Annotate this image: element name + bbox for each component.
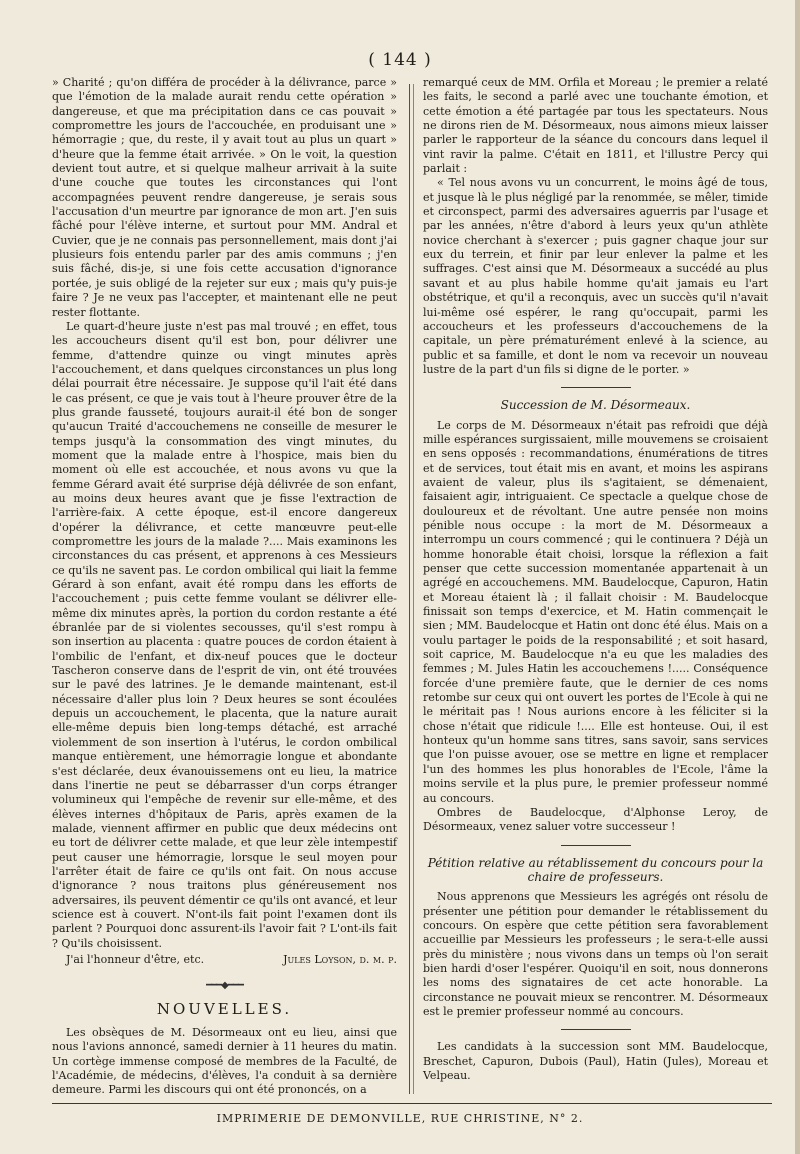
nouvelles-paragraph-1: Les obsèques de M. Désormeaux ont eu lieu, ainsi que nous l'avions annoncé, samedi dernier à 11 heures du matin. Un cortège immense composé de membres de la Faculté, de l'Académie, de médecins, d'élèves, l'a conduit à sa dernière demeure. Parmi les discours qui ont été prononcés, on a: [52, 1026, 397, 1097]
letter-author: Jules Loyson, d. m. p.: [283, 952, 397, 966]
separator-rule-3: [561, 1029, 631, 1030]
candidates-paragraph: Les candidats à la succession sont MM. Baudelocque, Breschet, Capuron, Dubois (Paul), Hatin (Jules), Moreau et Velpeau.: [423, 1040, 768, 1082]
letter-paragraph-2: Le quart-d'heure juste n'est pas mal trouvé ; en effet, tous les accoucheurs disent qu'il est bon, pour délivrer une femme, d'attendre quinze ou vingt minutes après l'accouchement, et dans quelques circonstances un plus long délai pourrait être nécessaire. Je suppose qu'il l'ait été dans le cas présent, ce que je vais tout à l'heure prouver être de la plus grande fausseté, toujours aurait-il été bon de songer qu'aucun Traité d'accouchemens ne conseille de mesurer le temps jusqu'à la consommation des vingt minutes, du moment que la malade entre à l'hospice, mais bien du moment où elle est accouchée, et nous avons vu que la femme Gérard avait été surprise déjà délivrée de son enfant, au moins deux heures avant que je fisse l'extraction de l'arrière-faix. A cette époque, est-il encore dangereux d'opérer la délivrance, et cette manœuvre peut-elle compromettre les jours de la malade ?.... Mais examinons les circonstances du cas présent, et apprenons à ces Messieurs ce qu'ils ne savent pas. Le cordon ombilical qui liait la femme Gérard à son enfant, avait été rompu dans les efforts de l'accouchement ; puis cette femme voulant se délivrer elle-même dix minutes après, la portion du cordon restante a été ébranlée par de si violentes secousses, qu'il s'est rompu à son insertion au placenta : quatre pouces de cordon étaient à l'ombilic de l'enfant, et dix-neuf pouces que le docteur Tascheron conserve dans de l'esprit de vin, ont été trouvées sur le pavé des latrines. Je le demande maintenant, est-il nécessaire d'aller plus loin ? Deux heures se sont écoulées depuis un accouchement, le placenta, que la nature aurait elle-même depuis bien long-temps détaché, est arraché violemment de son insertion à l'utérus, le cordon ombilical manque entièrement, une hémorragie longue et abondante s'est déclarée, deux évanouissemens ont eu lieu, la matrice dans l'inertie ne peut se débarrasser d'un corps étranger volumineux qui l'empêche de revenir sur elle-même, et des élèves internes d'hôpitaux de Paris, après examen de la malade, viennent affirmer en public que deux médecins ont eu tort de délivrer cette malade, et que leur zèle intempestif peut causer une hémorragie, lorsque le seul moyen pour l'arrêter était de faire ce qu'ils ont fait. On nous accuse d'ignorance ? nous traitons plus généreusement nos adversaires, ils peuvent démentir ce qu'ils ont avancé, et leur science est à couvert. N'ont-ils fait point l'examen dont ils parlent ? Pourquoi donc assurent-ils l'avoir fait ? L'ont-ils fait ? Qu'ils choisissent.: [52, 319, 397, 950]
succession-paragraph: Le corps de M. Désormeaux n'était pas refroidi que déjà mille espérances surgissaient, mille mouvemens se croisaient en sens opposés : recommandations, énumérations de titres et de services, tout était mis en avant, et moins les aspirans avaient de valeur, plus ils s'agitaient, se démenaient, faisaient agir, intriguaient. Ce spectacle a quelque chose de douloureux et de révoltant. Une autre pensée non moins pénible nous occupe : la mort de M. Désormeaux a interrompu un cours commencé ; qui le continuera ? Déjà un homme honorable était choisi, lorsque la réflexion a fait penser que cette succession momentanée appartenait à un agrégé en accouchemens. MM. Baudelocque, Capuron, Hatin et Moreau étaient là ; il fallait choisir : M. Baudelocque finissait son temps d'exercice, et M. Hatin commençait le sien ; MM. Baudelocque et Hatin ont donc été élus. Mais on a voulu partager le poids de la responsabilité ; et soit hasard, soit caprice, M. Baudelocque n'a eu que les maladies des femmes ; M. Jules Hatin les accouchemens !..... Conséquence forcée d'une première faute, que le dernier de ces noms retombe sur ceux qui ont ouvert les portes de l'Ecole à qui ne le méritait pas ! Nous aurions encore à les féliciter si la chose n'était que ridicule !.... Elle est honteuse. Oui, il est honteux qu'un homme sans titres, sans savoir, sans services que l'on puisse avouer, ose se mettre en ligne et remplacer l'un des hommes les plus honorables de l'Ecole, l'âme la moins servile et la plus pure, le premier professeur nommé au concours.: [423, 418, 768, 805]
letter-closing: J'ai l'honneur d'être, etc.: [66, 952, 205, 966]
column-divider-secondary: [413, 84, 414, 1094]
bottom-rule: [52, 1103, 772, 1104]
separator-rule-2: [561, 845, 631, 846]
letter-paragraph-1: » Charité ; qu'on différa de procéder à la délivrance, parce » que l'émotion de la malade aurait rendu cette opération » dangereuse, et que ma précipitation dans ce cas pouvait » compromettre les jours de l'accouchée, en produisant une » hémorragie ; que, du reste, il y avait tout au plus un quart » d'heure que la femme était arrivée. » On le voit, la question devient tout autre, et si quelque malheur arrivait à la suite d'une couche que toutes les circonstances qui l'ont accompagnées peuvent rendre dangereuse, je serais sous l'accusation d'un meurtre par ignorance de mon art. J'en suis fâché pour l'élève interne, et surtout pour MM. Andral et Cuvier, que je ne connais pas personnellement, mais dont j'ai plusieurs fois entendu parler par des amis communs ; j'en suis fâché, dis-je, si une fois cette accusation d'ignorance portée, je suis obligé de la rejeter sur eux ; mais qu'y puis-je faire ? Je ne veux pas l'accepter, et maintenant elle ne peut rester flottante.: [52, 76, 397, 319]
petition-heading: Pétition relative au rétablissement du concours pour la chaire de professeurs.: [427, 855, 764, 884]
section-ornament: ━━━◆━━━: [206, 980, 243, 992]
column-divider: [409, 84, 410, 1094]
nouvelles-paragraph-2: remarqué ceux de MM. Orfila et Moreau ; le premier a relaté les faits, le second a parlé avec une touchante émotion, et cette émotion a été partagée par tous les spectateurs. Nous ne dirons rien de M. Désormeaux, nous aimons mieux laisser parler le rapporteur de la séance du concours dans lequel il vint ravir la palme. C'était en 1811, et l'illustre Percy qui parlait :: [423, 76, 768, 176]
right-column: [423, 76, 768, 1083]
separator-rule: [561, 387, 631, 388]
left-column: [52, 76, 397, 1098]
succession-heading: Succession de M. Désormeaux.: [500, 398, 691, 413]
nouvelles-heading: NOUVELLES.: [156, 999, 293, 1018]
imprint-line: IMPRIMERIE DE DEMONVILLE, RUE CHRISTINE, N° 2.: [216, 1112, 584, 1125]
percy-quote: « Tel nous avons vu un concurrent, le moins âgé de tous, et jusque là le plus négligé par la renommée, se mêler, timide et circonspect, parmi des adversaires aguerris par l'usage et par les années, n'être d'abord à leurs yeux qu'un athlète novice cherchant à s'exercer ; puis gagner chaque jour sur eux du terrein, et finir par leur enlever la palme et les suffrages. C'est ainsi que M. Désormeaux a succédé au plus savant et au plus habile homme qu'ait jamais eu l'art obstétrique, et qu'il a reconquis, avec un succès qu'il n'avait lui-même osé espérer, le rang qu'occupait, parmi les accoucheurs et les professeurs d'accouchemens de la capitale, un père prématurément enlevé à la science, au public et sa famille, et dont le nom va recevoir un nouveau lustre de la part d'un fils si digne de le porter. »: [423, 176, 768, 376]
letter-signature-line: [52, 953, 397, 967]
page-number: ( 144 ): [368, 50, 432, 70]
petition-paragraph: Nous apprenons que Messieurs les agrégés ont résolu de présenter une pétition pour demander le rétablissement du concours. On espère que cette pétition sera favorablement accueillie par Messieurs les professeurs ; le sera-t-elle aussi près du ministère ; nous vivons dans un temps où l'on serait bien hardi d'oser l'espérer. Quoiqu'il en soit, nous donnerons les noms des signataires de cet acte honorable. La circonstance ne pouvait mieux se rencontrer. M. Désormeaux est le premier professeur nommé au concours.: [423, 890, 768, 1018]
page-edge: [795, 0, 800, 1154]
succession-closing: Ombres de Baudelocque, d'Alphonse Leroy, de Désormeaux, venez saluer votre successeur !: [423, 805, 768, 834]
